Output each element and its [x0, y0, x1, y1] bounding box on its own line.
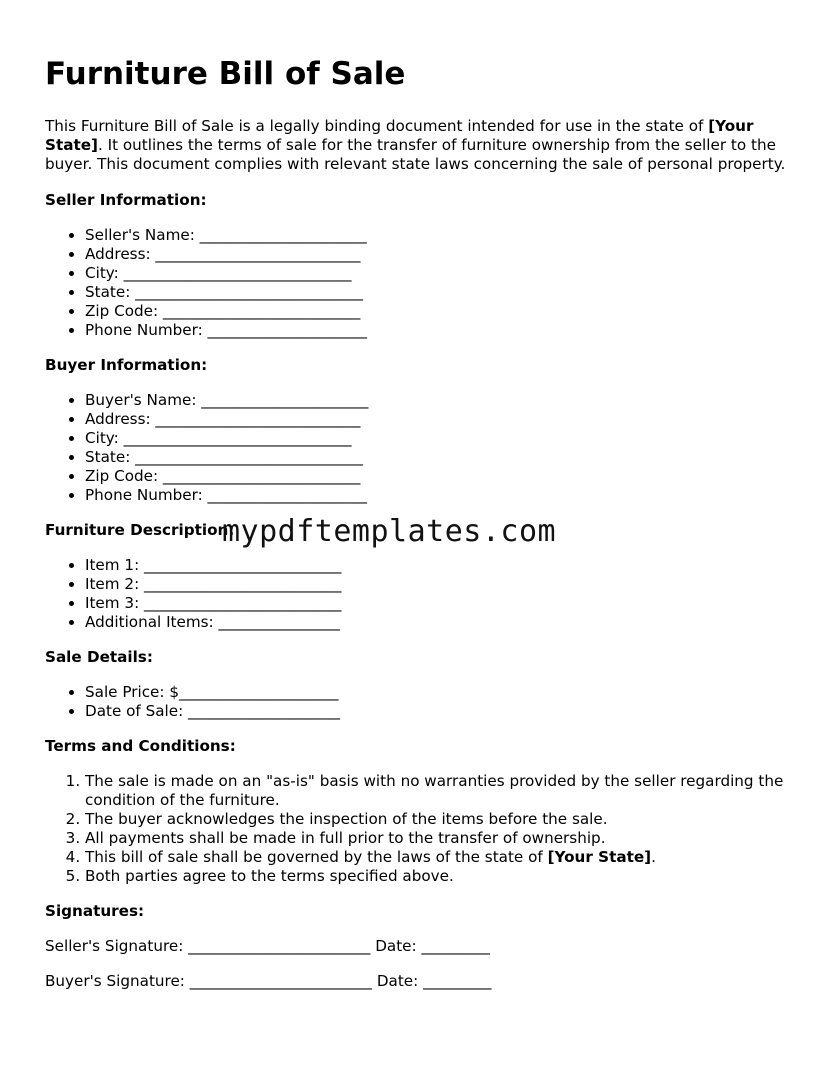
sale-date-field: • Date of Sale: ____________________ [85, 702, 790, 721]
buyer-name-field: • Buyer's Name: ______________________ [85, 391, 790, 410]
term-4-text: This bill of sale shall be governed by the laws of the state of [85, 848, 548, 867]
seller-signature-line: Seller's Signature: ________________________ Date: _________ [45, 937, 490, 956]
term-item: 5. Both parties agree to the terms specified above. [85, 867, 790, 886]
intro-text-end: . It outlines the terms of sale for the transfer of furniture ownership from the seller to the buyer. This document complies with relevant state laws concerning the sale of personal property. [45, 136, 786, 174]
sale-price-field: • Sale Price: $_____________________ [85, 683, 790, 702]
term-item-governing-law [85, 848, 790, 867]
furniture-item-3-field: • Item 3: __________________________ [85, 594, 790, 613]
buyer-address-field: • Address: ___________________________ [85, 410, 790, 429]
seller-city-field: • City: ______________________________ [85, 264, 790, 283]
buyer-heading: Buyer Information: [45, 356, 208, 375]
furniture-item-1-field: • Item 1: __________________________ [85, 556, 790, 575]
buyer-city-field: • City: ______________________________ [85, 429, 790, 448]
seller-name-field: • Seller's Name: ______________________ [85, 226, 790, 245]
furniture-additional-field: • Additional Items: ________________ [85, 613, 790, 632]
sale-list [45, 683, 790, 721]
buyer-phone-field: • Phone Number: _____________________ [85, 486, 790, 505]
furniture-item-2-field: • Item 2: __________________________ [85, 575, 790, 594]
term-4-end: . [651, 848, 656, 867]
seller-list [45, 226, 790, 340]
terms-heading: Terms and Conditions: [45, 737, 236, 756]
intro-text-start: This Furniture Bill of Sale is a legally binding document intended for use in the state of [45, 117, 709, 136]
terms-list [45, 772, 790, 886]
buyer-zip-field: • Zip Code: __________________________ [85, 467, 790, 486]
term-4-state-placeholder: [Your State] [547, 848, 652, 867]
seller-phone-field: • Phone Number: _____________________ [85, 321, 790, 340]
seller-heading: Seller Information: [45, 191, 207, 210]
term-item: 2. The buyer acknowledges the inspection of the items before the sale. [85, 810, 790, 829]
term-item: 3. All payments shall be made in full prior to the transfer of ownership. [85, 829, 790, 848]
buyer-list [45, 391, 790, 505]
intro-paragraph [45, 117, 790, 174]
sale-heading: Sale Details: [45, 648, 153, 667]
buyer-state-field: • State: ______________________________ [85, 448, 790, 467]
term-item: 1. The sale is made on an "as-is" basis with no warranties provided by the seller regarding the condition of the furniture. [85, 772, 790, 810]
seller-address-field: • Address: ___________________________ [85, 245, 790, 264]
seller-state-field: • State: ______________________________ [85, 283, 790, 302]
watermark-text: mypdftemplates.com [222, 514, 557, 549]
seller-zip-field: • Zip Code: __________________________ [85, 302, 790, 321]
furniture-heading: Furniture Description: [45, 521, 235, 540]
signatures-heading: Signatures: [45, 902, 145, 921]
intro-state-placeholder: [Your State] [45, 117, 754, 155]
furniture-list [45, 556, 790, 632]
document-title: Furniture Bill of Sale [45, 56, 406, 92]
buyer-signature-line: Buyer's Signature: ________________________ Date: _________ [45, 972, 492, 991]
